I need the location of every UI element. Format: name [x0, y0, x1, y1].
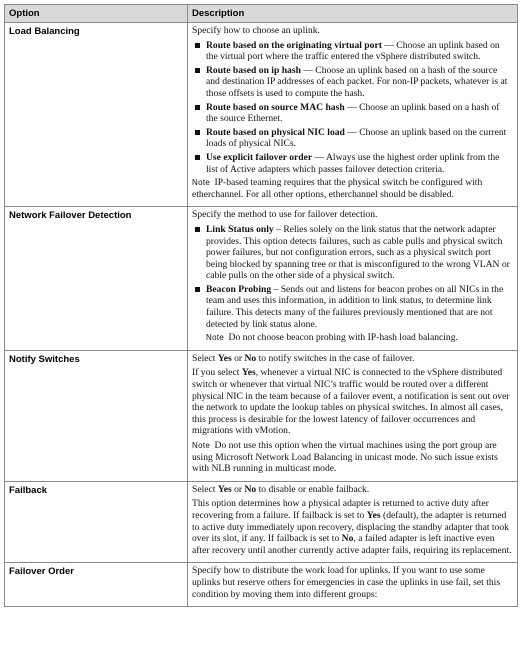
options-table	[4, 4, 518, 607]
bullet-list	[192, 40, 513, 176]
option-name: Network Failover Detection	[5, 207, 188, 351]
table-row-load-balancing	[5, 23, 518, 207]
option-description	[188, 481, 518, 563]
option-description	[188, 23, 518, 207]
bullet-icon	[195, 68, 200, 73]
bullet-icon	[195, 105, 200, 110]
paragraph: This option determines how a physical adapter is returned to active duty after recovering from a failure. If failback is set to Yes (default), the adapter is returned to active duty immediately upon recovery, displacing the standby adapter that took over its slot, if any. If failback is set to No, a failed adapter is left inactive even after recovery until another currently active adapter fails, requiring its replacement.	[192, 498, 512, 556]
table-header-row	[5, 5, 518, 23]
option-name: Failover Order	[5, 563, 188, 607]
table-row-network-failover-detection	[5, 207, 518, 351]
header-option: Option	[5, 5, 188, 23]
intro-text: Select Yes or No to notify switches in the case of failover.	[192, 352, 415, 364]
list-item: Route based on physical NIC load — Choose an uplink based on the current loads of physical NICs.	[192, 127, 513, 150]
list-item: Use explicit failover order — Always use the highest order uplink from the list of Active adapters which passes failover detection criteria.	[192, 152, 513, 175]
option-name: Load Balancing	[5, 23, 188, 207]
list-item: Route based on ip hash — Choose an uplink based on a hash of the source and destination IP addresses of each packet. For non-IP packets, whatever is at those offsets is used to compute the hash.	[192, 65, 513, 100]
option-name: Notify Switches	[5, 350, 188, 481]
option-description	[188, 207, 518, 351]
header-description: Description	[188, 5, 518, 23]
note: Note Do not use this option when the virtual machines using the port group are using Microsoft Network Load Balancing in unicast mode. No such issue exists with NLB running in multicast mode.	[192, 440, 498, 475]
intro-text: Specify the method to use for failover detection.	[192, 209, 378, 221]
table-row-notify-switches	[5, 350, 518, 481]
bullet-icon	[195, 130, 200, 135]
bullet-icon	[195, 43, 200, 48]
bullet-icon	[195, 287, 200, 292]
option-description	[188, 350, 518, 481]
note: Note IP-based teaming requires that the physical switch be configured with etherchannel. For all other options, etherchannel should be disabled.	[192, 177, 483, 200]
option-name: Failback	[5, 481, 188, 563]
list-item: Link Status only – Relies solely on the link status that the network adapter provides. This option detects failures, such as cable pulls and physical switch power failures, but not configuration errors, such as a physical switch port being blocked by spanning tree or that is misconfigured to the wrong VLAN or cable pulls on the other side of a physical switch.	[192, 224, 513, 282]
table-row-failback	[5, 481, 518, 563]
list-item: Route based on the originating virtual port — Choose an uplink based on the virtual port where the traffic entered the vSphere distributed switch.	[192, 40, 513, 63]
paragraph: If you select Yes, whenever a virtual NIC is connected to the vSphere distributed switch or whenever that virtual NIC’s traffic would be routed over a different physical NIC in the team because of a failover event, a notification is sent out over the network to update the lookup tables on physical switches. In almost all cases, this process is desirable for the lowest latency of failover occurrences and migrations with vMotion.	[192, 367, 510, 437]
bullet-list	[192, 224, 513, 330]
intro-text: Specify how to choose an uplink.	[192, 25, 320, 36]
option-description	[188, 563, 518, 607]
list-item: Beacon Probing – Sends out and listens for beacon probes on all NICs in the team and uses this information, in addition to link status, to determine link failure. This detects many of the failures previously mentioned that are not detected by link status alone.	[192, 284, 513, 330]
paragraph: Specify how to distribute the work load for uplinks. If you want to use some uplinks but reserve others for emergencies in case the uplinks in use fail, set this condition by moving them into different groups:	[192, 565, 501, 600]
table-row-failover-order	[5, 563, 518, 607]
bullet-icon	[195, 227, 200, 232]
bullet-icon	[195, 155, 200, 160]
list-item: Route based on source MAC hash — Choose an uplink based on a hash of the source Ethernet.	[192, 102, 513, 125]
intro-text: Select Yes or No to disable or enable failback.	[192, 483, 370, 495]
note: Note Do not choose beacon probing with IP-hash load balancing.	[206, 332, 458, 344]
